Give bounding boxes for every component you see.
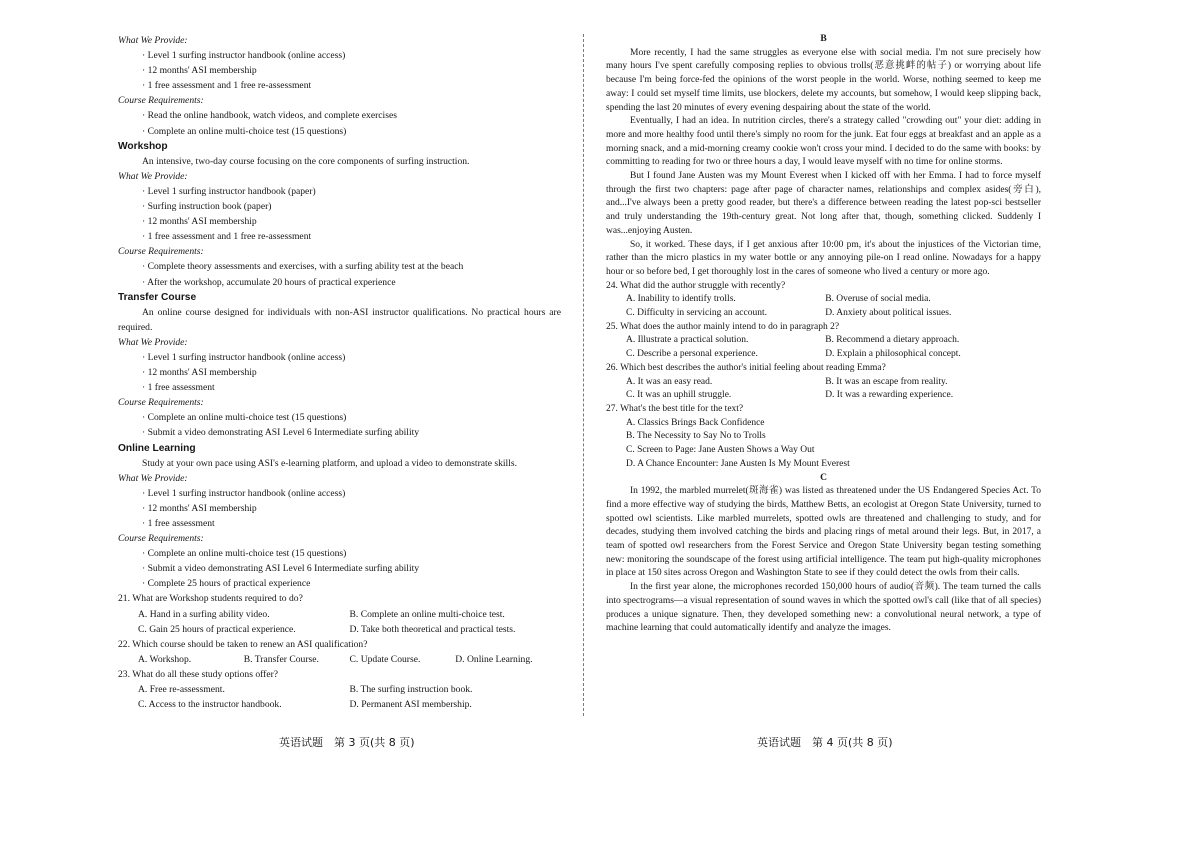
transfer-section — [118, 290, 561, 441]
provide-label: What We Provide: — [118, 35, 188, 46]
answer-option-c[interactable]: C. Gain 25 hours of practical experience. — [138, 623, 296, 635]
answer-option-a[interactable]: A. Classics Brings Back Confidence — [626, 417, 765, 428]
list-item: · 1 free assessment — [142, 518, 215, 529]
answer-option-b[interactable]: B. The surfing instruction book. — [349, 684, 473, 696]
answer-option-c[interactable]: C. Access to the instructor handbook. — [138, 699, 282, 711]
question-stem: 26. Which best describes the author's initial feeling about reading Emma? — [606, 362, 886, 373]
online-access-section — [118, 33, 561, 139]
answer-option-b[interactable]: B. Overuse of social media. — [825, 294, 931, 305]
answer-options — [118, 652, 561, 667]
list-item: · Read the online handbook, watch videos, and complete exercises — [142, 110, 397, 122]
list-item: · Complete 25 hours of practical experience — [142, 578, 311, 590]
passage-paragraph: Eventually, I had an idea. In nutrition circles, there's a strategy called "crowding out" your diet: adding in more and more healthy food until there's simply no room for the junk. Eat four eggs at breakfast and an apple as a morning snack, and a mid-morning creamy cookie won't cross your mind. I decided to do the same with books: by committing to reading for two or three hours a day, I would leave myself with no time for online storms. — [606, 116, 1041, 168]
answer-option-a[interactable]: A. Hand in a surfing ability video. — [138, 608, 270, 620]
list-item: · After the workshop, accumulate 20 hours of practical experience — [142, 276, 396, 288]
question-25 — [606, 321, 1041, 362]
list-item: · 12 months' ASI membership — [142, 216, 257, 228]
list-item: · Complete theory assessments and exercises, with a surfing ability test at the beach — [142, 261, 464, 273]
list-item: · 12 months' ASI membership — [142, 65, 257, 77]
question-21 — [118, 591, 561, 636]
question-26 — [606, 362, 1041, 403]
answer-option-a[interactable]: A. Inability to identify trolls. — [626, 294, 736, 305]
list-item: · 1 free assessment and 1 free re-assessment — [142, 231, 312, 243]
list-item: · 12 months' ASI membership — [142, 502, 257, 514]
passage-paragraph: So, it worked. These days, if I get anxious after 10:00 pm, it's about the injustices of the Victorian time, rather than the micro plastics in my water bottle or any annoying pile-on I read online. Nowadays for a happy hour or so before bed, I get thoroughly lost in the cares of someone who lived a century or more ago. — [606, 239, 1041, 277]
page-footer-left: 英语试题 第 3 页(共 8 页) — [279, 736, 415, 749]
passage-paragraph: More recently, I had the same struggles as everyone else with social media. I'm not sure precisely how many hours I've spent carefully composing replies to obvious trolls(恶意挑衅的帖子) or worrying about life because I'm being force-fed the opinions of the worst people in the world. Worse, nothing seemed to keep me away: I could set myself time limits, use blockers, delete my accounts, but somehow, I would keep slipping back, spending the last 20 minutes of every evening despairing about the state of the world. — [606, 47, 1041, 113]
list-item: · 1 free assessment and 1 free re-assessment — [142, 80, 312, 92]
question-stem: 21. What are Workshop students required to do? — [118, 593, 303, 605]
answer-option-b[interactable]: B. Transfer Course. — [243, 653, 319, 665]
passage-paragraph: But I found Jane Austen was my Mount Everest when I kicked off with her Emma. I had to force myself through the first two chapters: page after page of character names, relationships and complex asides(旁白), and...I've always been a pretty good reader, but there's a difference between reading the latest pop-sci bestseller and truly understanding the 19th-century great. Not long after that, though, something clicked. Suddenly I was...enjoying Austen. — [606, 171, 1041, 236]
answer-option-c[interactable]: C. Describe a personal experience. — [626, 349, 758, 360]
answer-option-b[interactable]: B. The Necessity to Say No to Trolls — [626, 431, 766, 442]
question-22 — [118, 637, 561, 667]
question-stem: 24. What did the author struggle with recently? — [606, 280, 786, 291]
requirements-label: Course Requirements: — [118, 95, 204, 107]
section-c-heading: C — [820, 472, 827, 483]
answer-option-b[interactable]: B. Complete an online multi-choice test. — [349, 608, 505, 620]
answer-option-d[interactable]: D. Anxiety about political issues. — [825, 308, 952, 319]
list-item: · Complete an online multi-choice test (15 questions) — [142, 548, 347, 560]
answer-option-d[interactable]: D. A Chance Encounter: Jane Austen Is My Mount Everest — [626, 458, 850, 469]
requirements-label: Course Requirements: — [118, 533, 204, 545]
list-item: · Level 1 surfing instructor handbook (online access) — [142, 50, 346, 62]
answer-option-d[interactable]: D. Permanent ASI membership. — [349, 699, 472, 711]
list-item: · Submit a video demonstrating ASI Level 6 Intermediate surfing ability — [142, 563, 420, 575]
section-description: An online course designed for individuals with non-ASI instructor qualifications. No practical hours are required. — [118, 306, 561, 333]
answer-options — [606, 293, 1041, 320]
answer-option-a[interactable]: A. It was an easy read. — [626, 376, 713, 387]
page-footer-right: 英语试题 第 4 页(共 8 页) — [757, 736, 893, 749]
answer-options — [118, 607, 561, 637]
section-b-heading: B — [820, 34, 827, 44]
passage-paragraph: In the first year alone, the microphones recorded 150,000 hours of audio(音频). The team turned the calls into spectrograms—a visual representation of sound waves in which the spotted owl's call (like that of all species) produces a unique signature. Then, they developed something new: a convolutional neural network, a type of machine learning that could automatically identify and analyze the images. — [606, 582, 1041, 634]
question-stem: 27. What's the best title for the text? — [606, 403, 744, 414]
list-item: · Level 1 surfing instructor handbook (paper) — [142, 185, 316, 197]
answer-options — [606, 376, 1041, 403]
provide-label: What We Provide: — [118, 472, 188, 484]
section-heading: Transfer Course — [118, 291, 197, 303]
list-item: · 1 free assessment — [142, 382, 215, 394]
answer-option-a[interactable]: A. Free re-assessment. — [138, 684, 225, 696]
answer-option-a[interactable]: A. Illustrate a practical solution. — [626, 335, 749, 346]
answer-option-d[interactable]: D. It was a rewarding experience. — [825, 390, 954, 401]
answer-options — [606, 417, 1041, 472]
workshop-section — [118, 139, 561, 290]
list-item: · Level 1 surfing instructor handbook (online access) — [142, 351, 346, 363]
list-item: · Complete an online multi-choice test (15 questions) — [142, 125, 347, 137]
page-divider — [583, 34, 584, 716]
answer-option-c[interactable]: C. Difficulty in servicing an account. — [626, 308, 767, 319]
question-stem: 25. What does the author mainly intend to do in paragraph 2? — [606, 321, 840, 332]
question-stem: 22. Which course should be taken to renew an ASI qualification? — [118, 638, 368, 650]
question-27 — [606, 403, 1041, 472]
answer-option-c[interactable]: C. Update Course. — [349, 653, 421, 665]
answer-options — [118, 682, 561, 712]
list-item: · Complete an online multi-choice test (15 questions) — [142, 412, 347, 424]
answer-options — [606, 334, 1041, 361]
page-3-column — [118, 33, 561, 712]
list-item: · Submit a video demonstrating ASI Level 6 Intermediate surfing ability — [142, 427, 420, 439]
answer-option-c[interactable]: C. It was an uphill struggle. — [626, 390, 732, 401]
answer-option-c[interactable]: C. Screen to Page: Jane Austen Shows a Way Out — [626, 445, 815, 456]
online-learning-section — [118, 441, 561, 592]
question-23 — [118, 667, 561, 712]
question-stem: 23. What do all these study options offer? — [118, 668, 279, 680]
answer-option-d[interactable]: D. Explain a philosophical concept. — [825, 349, 961, 360]
requirements-label: Course Requirements: — [118, 397, 204, 409]
answer-option-d[interactable]: D. Online Learning. — [455, 653, 533, 665]
provide-label: What We Provide: — [118, 336, 188, 348]
section-description: An intensive, two-day course focusing on the core components of surfing instruction. — [142, 155, 470, 167]
list-item: · Level 1 surfing instructor handbook (online access) — [142, 487, 346, 499]
page-4-column — [606, 33, 1041, 636]
section-heading: Workshop — [118, 140, 168, 152]
list-item: · Surfing instruction book (paper) — [142, 201, 272, 213]
provide-label: What We Provide: — [118, 170, 188, 182]
answer-option-b[interactable]: B. Recommend a dietary approach. — [825, 335, 960, 346]
section-heading: Online Learning — [118, 442, 196, 454]
list-item: · 12 months' ASI membership — [142, 367, 257, 379]
answer-option-b[interactable]: B. It was an escape from reality. — [825, 376, 948, 387]
question-24 — [606, 280, 1041, 321]
answer-option-d[interactable]: D. Take both theoretical and practical tests. — [349, 623, 516, 635]
requirements-label: Course Requirements: — [118, 246, 204, 258]
section-description: Study at your own pace using ASI's e-learning platform, and upload a video to demonstrate skills. — [142, 457, 518, 469]
passage-paragraph: In 1992, the marbled murrelet(斑海雀) was listed as threatened under the US Endangered Species Act. To find a more effective way of studying the birds, Matthew Betts, an ecologist at Oregon State University, turned to spotted owl scientists. Like marbled murrelets, spotted owls are threatened and challenging to study, and for decades, studying them involved catching the birds and placing rings of metal around their legs. But, in 2017, a team of spotted owl researchers from the Forest Service and Oregon State University began testing something new: monitoring the soundscape of the forest using artificial intelligence. The team put high-quality microphones in place at 150 sites across Oregon and Washington State to see if they could detect the owls from their calls. — [606, 486, 1041, 579]
answer-option-a[interactable]: A. Workshop. — [138, 653, 192, 665]
